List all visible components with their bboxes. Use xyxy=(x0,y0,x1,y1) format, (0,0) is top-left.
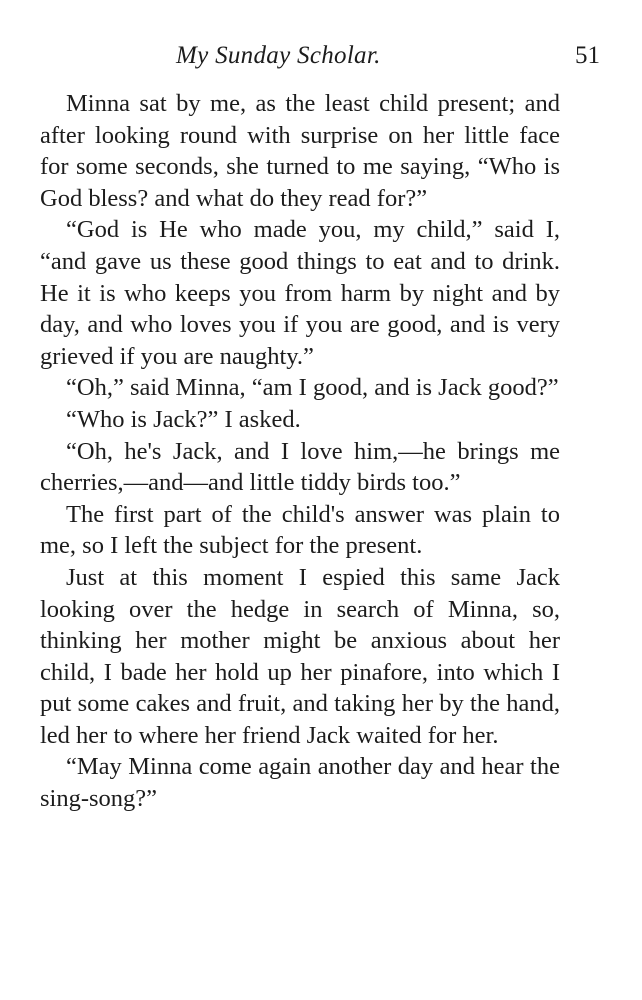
paragraph: “God is He who made you, my child,” said I, “and gave us these good things to eat and to drink. He it is who keeps you from harm by night and by day, and who loves you if you are good, and is very grieved if you are naughty.” xyxy=(40,216,560,370)
page-header xyxy=(40,42,600,82)
paragraph: “Who is Jack?” I asked. xyxy=(66,405,301,433)
running-title: My Sunday Scholar. xyxy=(176,42,381,69)
page-number: 51 xyxy=(575,42,600,69)
paragraph: “Oh,” said Minna, “am I good, and is Jack good?” xyxy=(66,374,559,402)
page-body xyxy=(40,88,560,815)
paragraph: Minna sat by me, as the least child present; and after looking round with surprise on her little face for some seconds, she turned to me saying, “Who is God bless? and what do they read for?” xyxy=(40,90,560,212)
paragraph: “Oh, he's Jack, and I love him,—he brings me cherries,—and—and little tiddy birds too.” xyxy=(40,437,560,497)
paragraph: “May Minna come again another day and hear the sing-song?” xyxy=(40,753,560,813)
paragraph: Just at this moment I espied this same Jack looking over the hedge in search of Minna, so, thinking her mother might be anxious about her child, I bade her hold up her pinafore, into which I put some cakes and fruit, and taking her by the hand, led her to where her friend Jack waited for her. xyxy=(40,563,560,749)
paragraph: The first part of the child's answer was plain to me, so I left the subject for the present. xyxy=(40,500,560,560)
